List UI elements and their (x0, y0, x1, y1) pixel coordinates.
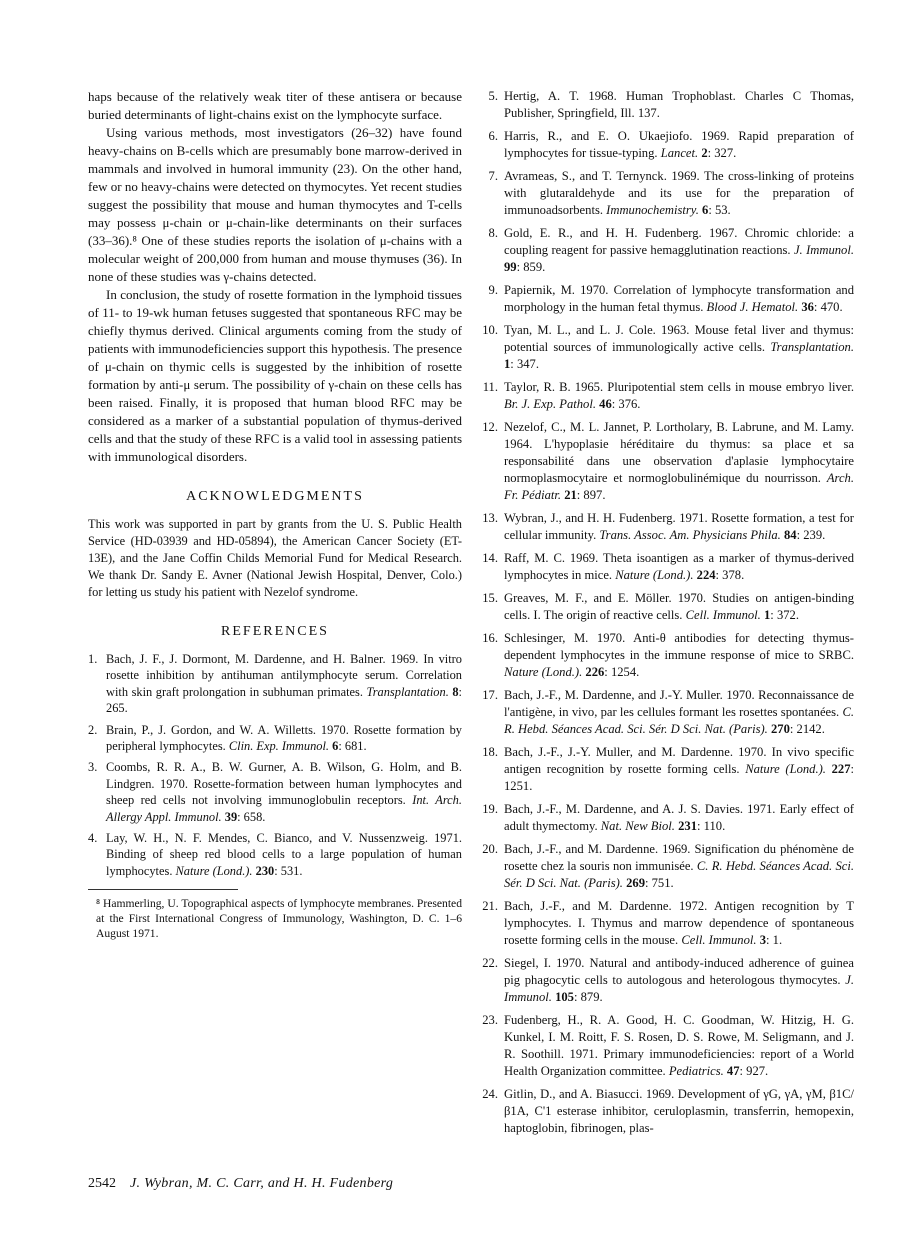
reference-item: 8. Gold, E. R., and H. H. Fudenberg. 1967. Chromic chloride: a coupling reagent for passive hemagglutination reactions. J. Immunol. 99: 859. (488, 226, 854, 274)
reference-item: 11. Taylor, R. B. 1965. Pluripotential stem cells in mouse embryo liver. Br. J. Exp. Pathol. 46: 376. (482, 380, 854, 411)
reference-item: 23. Fudenberg, H., R. A. Good, H. C. Goodman, W. Hitzig, H. G. Kunkel, I. M. Roitt, F. S. Rosen, D. S. Rowe, M. Seligmann, and J. R. Soothill. 1971. Primary immunodeficiencies: report of a World Health Organization committee. Pediatrics. 47: 927. (482, 1013, 854, 1078)
reference-item: 10. Tyan, M. L., and L. J. Cole. 1963. Mouse fetal liver and thymus: potential sources of immunologically active cells. Transplantation. 1: 347. (482, 323, 854, 371)
reference-item: 6. Harris, R., and E. O. Ukaejiofo. 1969. Rapid preparation of lymphocytes for tissue-typing. Lancet. 2: 327. (488, 129, 854, 160)
footnote: ⁸ Hammerling, U. Topographical aspects of lymphocyte membranes. Presented at the First International Congress of Immunology, Washington, D. C. 1–6 August 1971. (96, 897, 462, 941)
reference-item: 13. Wybran, J., and H. H. Fudenberg. 1971. Rosette formation, a test for cellular immunity. Trans. Assoc. Am. Physicians Phila. 84: 239. (482, 511, 854, 542)
reference-item: 14. Raff, M. C. 1969. Theta isoantigen as a marker of thymus-derived lymphocytes in mice. Nature (Lond.). 224: 378. (482, 551, 854, 582)
reference-item: 2. Brain, P., J. Gordon, and W. A. Willetts. 1970. Rosette formation by peripheral lymphocytes. Clin. Exp. Immunol. 6: 681. (88, 722, 462, 754)
reference-item: 18. Bach, J.-F., J.-Y. Muller, and M. Dardenne. 1970. In vivo specific antigen recognition by rosette forming cells. Nature (Lond.). 227: 1251. (482, 745, 854, 793)
reference-item: 15. Greaves, M. F., and E. Möller. 1970. Studies on antigen-binding cells. I. The origin of reactive cells. Cell. Immunol. 1: 372. (482, 591, 854, 622)
body-paragraph: haps because of the relatively weak titer of these antisera or because buried determinants of light-chains exist on the lymphocyte surface. (88, 89, 462, 122)
acknowledgments-heading: ACKNOWLEDGMENTS (186, 489, 364, 504)
reference-item: 16. Schlesinger, M. 1970. Anti-θ antibodies for detecting thymus-dependent lymphocytes in the immune response of mice to SRBC. Nature (Lond.). 226: 1254. (482, 631, 854, 679)
page-footer (88, 1176, 393, 1192)
body-paragraph: In conclusion, the study of rosette formation in the lymphoid tissues of 11- to 19-wk human fetuses suggested that spontaneous RFC may be chiefly thymus derived. Clinical arguments coming from the study of patients with immunodeficiencies support this hypothesis. The presence of μ-chain on thymic cells is suggested by the inhibition of rosette formation by anti-μ serum. The possibility of γ-chain on these cells has been raised. Finally, it is proposed that human blood RFC may be considered as a marker of a substantial population of thymus-derived cells and that the study of these RFC is a valid tool in assessing patients with immunological disorders. (88, 287, 462, 464)
page-number: 2542 (88, 1176, 116, 1191)
reference-item: 22. Siegel, I. 1970. Natural and antibody-induced adherence of guinea pig phagocytic cells to autologous and heterologous thymocytes. J. Immunol. 105: 879. (482, 956, 854, 1004)
reference-item: 1. Bach, J. F., J. Dormont, M. Dardenne, and H. Balner. 1969. In vitro rosette inhibition by antihuman antilymphocyte serum. Correlation with skin graft prolongation in subhuman primates. Transplantation. 8: 265. (88, 652, 462, 716)
body-paragraph: Using various methods, most investigators (26–32) have found heavy-chains on B-cells which are presumably bone marrow-derived in mammals and involved in humoral immunity (23). On the other hand, few or no heavy-chains were detected on thymocytes. Yet recent studies suggest the possibility that mouse and human thymocytes and T-cells may possess μ-chain or μ-chain-like determinants on their surfaces (33–36).⁸ One of these studies reports the isolation of μ-chains with a molecular weight of 200,000 from human and mouse thymuses (36). In none of these studies was γ-chains detected. (88, 125, 462, 284)
reference-item: 17. Bach, J.-F., M. Dardenne, and J.-Y. Muller. 1970. Reconnaissance de l'antigène, in vivo, par les cellules formant les rosettes spontanées. C. R. Hebd. Séances Acad. Sci. Sér. D Sci. Nat. (Paris). 270: 2142. (482, 688, 854, 736)
reference-list (88, 651, 462, 879)
references-heading: REFERENCES (221, 624, 329, 639)
reference-item: 3. Coombs, R. R. A., B. W. Gurner, A. B. Wilson, G. Holm, and B. Lindgren. 1970. Rosette-formation between human lymphocytes and sheep red cells not involving immunoglobulin receptors. Int. Arch. Allergy Appl. Immunol. 39: 658. (88, 760, 462, 824)
reference-item: 24. Gitlin, D., and A. Biasucci. 1969. Development of γG, γA, γM, β1C/β1A, C'1 esterase inhibitor, ceruloplasmin, transferrin, hemopexin, haptoglobin, fibrinogen, plas- (482, 1087, 854, 1135)
reference-item: 21. Bach, J.-F., and M. Dardenne. 1972. Antigen recognition by T lymphocytes. I. Thymus and marrow dependence of spontaneous rosette forming cells in the mouse. Cell. Immunol. 3: 1. (482, 899, 854, 947)
reference-item: 7. Avrameas, S., and T. Ternynck. 1969. The cross-linking of proteins with glutaraldehyde and its use for the preparation of immunoadsorbents. Immunochemistry. 6: 53. (488, 169, 854, 217)
reference-list (478, 88, 854, 1137)
reference-item: 4. Lay, W. H., N. F. Mendes, C. Bianco, and V. Nussenzweig. 1971. Binding of sheep red blood cells to a large population of human lymphocytes. Nature (Lond.). 230: 531. (88, 831, 462, 878)
footnote-divider (88, 889, 238, 890)
acknowledgments-text: This work was supported in part by grants from the U. S. Public Health Service (HD-03939 and HD-05894), the American Cancer Society (ET-13E), and the Jane Coffin Childs Memorial Fund for Medical Research. We thank Dr. Sandy E. Avner (National Jewish Hospital, Denver, Colo.) for letting us study his patient with Nezelof syndrome. (88, 517, 462, 599)
running-authors: J. Wybran, M. C. Carr, and H. H. Fudenberg (130, 1176, 394, 1191)
reference-item: 19. Bach, J.-F., M. Dardenne, and A. J. S. Davies. 1971. Early effect of adult thymectomy. Nat. New Biol. 231: 110. (482, 802, 854, 833)
reference-item: 9. Papiernik, M. 1970. Correlation of lymphocyte transformation and morphology in the human fetal thymus. Blood J. Hematol. 36: 470. (488, 283, 854, 314)
reference-item: 20. Bach, J.-F., and M. Dardenne. 1969. Signification du phénomène de rosette chez la souris non immunisée. C. R. Hebd. Séances Acad. Sci. Sér. D Sci. Nat. (Paris). 269: 751. (482, 842, 855, 890)
reference-item: 5. Hertig, A. T. 1968. Human Trophoblast. Charles C Thomas, Publisher, Springfield, Ill. 137. (488, 89, 854, 120)
right-column (478, 88, 854, 1143)
reference-item: 12. Nezelof, C., M. L. Jannet, P. Lortholary, B. Labrune, and M. Lamy. 1964. L'hypoplasie héréditaire du thymus: sa place et sa responsabilité dans une observation d'aplasie lymphocytaire normoplasmocytaire et normoglobulinémique du nourrisson. Arch. Fr. Pédiatr. 21: 897. (482, 420, 854, 502)
left-column (88, 88, 462, 941)
